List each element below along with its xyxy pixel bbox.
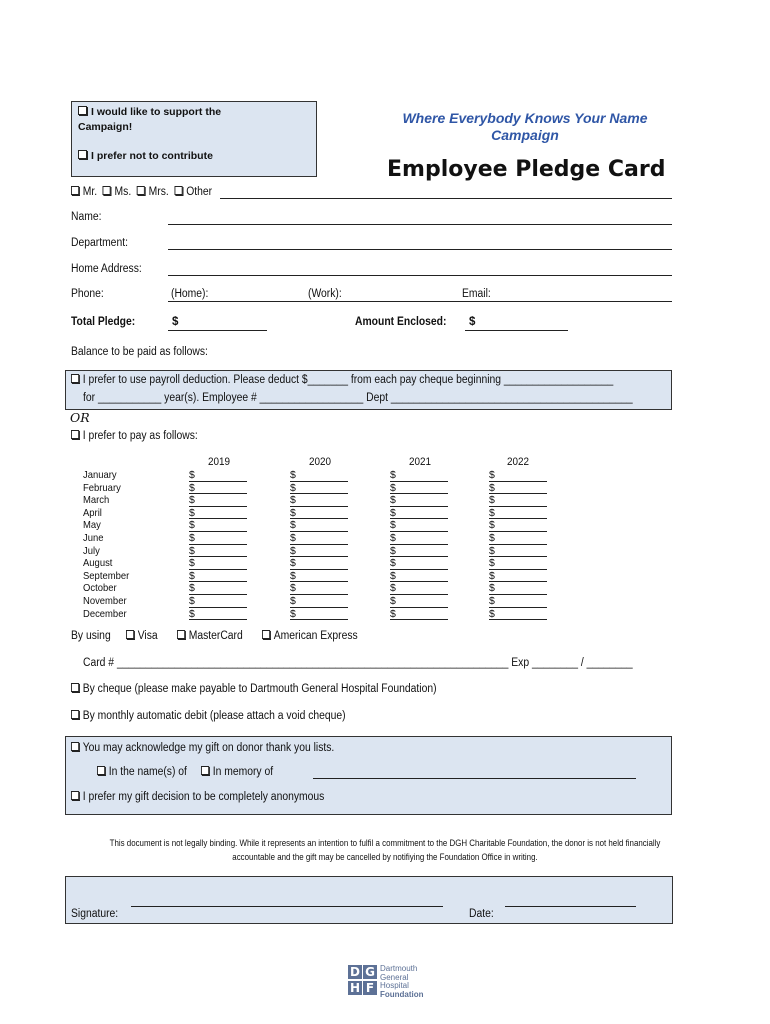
salutation-line[interactable]	[220, 198, 672, 199]
amount-field[interactable]: $	[489, 482, 547, 495]
amount-field[interactable]: $	[290, 494, 348, 507]
decline-option[interactable]	[78, 150, 213, 162]
amount-field[interactable]: $	[189, 519, 247, 532]
month-label: August	[83, 557, 113, 570]
support-option-label: I would like to support the Campaign!	[78, 106, 222, 133]
month-label: June	[83, 531, 104, 544]
donor-list-option[interactable]: You may acknowledge my gift on donor thank you lists.	[71, 742, 334, 754]
anonymous-option[interactable]: I prefer my gift decision to be completely anonymous	[71, 791, 324, 803]
amount-field[interactable]: $	[390, 519, 448, 532]
amount-field[interactable]: $	[290, 570, 348, 583]
other-checkbox[interactable]	[175, 186, 183, 195]
payroll-line2: for ___________ year(s). Employee # __________________ Dept __________________________________________	[83, 392, 633, 404]
amount-field[interactable]: $	[390, 482, 448, 495]
decline-option-label: I prefer not to contribute	[91, 150, 213, 162]
pay-as-follows-checkbox[interactable]	[71, 430, 79, 439]
campaign-title: Where Everybody Knows Your Name Campaign	[402, 110, 648, 143]
payroll-line1: I prefer to use payroll deduction. Please deduct $_______ from each pay cheque beginning ___________________	[82, 374, 614, 386]
month-label: November	[83, 594, 127, 607]
total-pledge-currency: $	[172, 316, 179, 328]
amount-field[interactable]: $	[390, 507, 448, 520]
amount-field[interactable]: $	[489, 532, 547, 545]
amount-field[interactable]: $	[390, 570, 448, 583]
amount-field[interactable]: $	[290, 482, 348, 495]
amount-field[interactable]: $	[189, 570, 247, 583]
amex-checkbox[interactable]	[262, 630, 270, 639]
amount-enclosed-field[interactable]	[465, 330, 568, 331]
amount-column-2019	[189, 469, 247, 620]
amount-enclosed-currency: $	[469, 316, 476, 328]
or-label: OR	[70, 410, 90, 425]
salutation-mrs[interactable]: Mrs.	[137, 186, 169, 198]
amount-field[interactable]: $	[489, 608, 547, 621]
amount-field[interactable]: $	[390, 557, 448, 570]
amount-field[interactable]: $	[390, 494, 448, 507]
debit-option[interactable]: By monthly automatic debit (please attach a void cheque)	[71, 710, 346, 722]
amount-field[interactable]: $	[189, 595, 247, 608]
phone-work-label: (Work):	[308, 288, 342, 300]
logo-letter-f: F	[363, 981, 377, 995]
month-label: May	[83, 519, 101, 532]
phone-home-label: (Home):	[171, 288, 209, 300]
month-label: September	[83, 569, 130, 582]
signature-box	[65, 876, 673, 924]
card-title: Employee Pledge Card	[387, 157, 666, 182]
amex-option[interactable]: American Express	[262, 630, 358, 642]
payroll-option[interactable]	[71, 374, 613, 386]
phone-label: Phone:	[71, 288, 104, 300]
pay-as-follows-option[interactable]	[71, 430, 198, 442]
amount-field[interactable]: $	[189, 482, 247, 495]
mastercard-option[interactable]: MasterCard	[177, 630, 243, 642]
decline-checkbox[interactable]	[78, 150, 87, 159]
in-memory-of-option[interactable]: In memory of	[201, 766, 273, 778]
amount-field[interactable]: $	[290, 595, 348, 608]
payroll-checkbox[interactable]	[71, 374, 79, 383]
logo-letter-d: D	[348, 965, 362, 979]
card-number-line[interactable]: Card # ____________________________________________________________________ Exp ________ / ________	[83, 657, 633, 669]
year-header-2020: 2020	[309, 456, 332, 468]
foundation-logo	[348, 965, 428, 997]
month-label: February	[83, 481, 121, 494]
mr-checkbox[interactable]	[71, 186, 79, 195]
donor-list-checkbox[interactable]	[71, 742, 79, 751]
visa-option[interactable]: Visa	[126, 630, 158, 642]
salutation-mr[interactable]: Mr.	[71, 186, 97, 198]
amount-field[interactable]: $	[290, 582, 348, 595]
cheque-checkbox[interactable]	[71, 683, 79, 692]
total-pledge-label: Total Pledge:	[71, 316, 136, 328]
mastercard-checkbox[interactable]	[177, 630, 185, 639]
logo-letter-h: H	[349, 981, 361, 995]
balance-label: Balance to be paid as follows:	[71, 346, 208, 358]
amount-field[interactable]: $	[489, 557, 547, 570]
amount-enclosed-label: Amount Enclosed:	[355, 316, 447, 328]
disclaimer-line2: accountable and the gift may be cancelled by notifiying the Foundation Office in writing.	[232, 852, 538, 862]
year-header-2019: 2019	[208, 456, 231, 468]
debit-checkbox[interactable]	[71, 710, 79, 719]
anonymous-checkbox[interactable]	[71, 791, 79, 800]
logo-letter-g: G	[363, 965, 377, 979]
visa-checkbox[interactable]	[126, 630, 134, 639]
amount-field[interactable]: $	[189, 507, 247, 520]
amount-field[interactable]: $	[290, 608, 348, 621]
amount-field[interactable]: $	[189, 469, 247, 482]
month-label: July	[83, 544, 100, 557]
signature-label: Signature:	[71, 908, 119, 920]
amount-column-2021	[390, 469, 448, 620]
amount-field[interactable]: $	[189, 557, 247, 570]
date-label: Date:	[469, 908, 494, 920]
amount-field[interactable]: $	[390, 469, 448, 482]
amount-field[interactable]: $	[489, 494, 547, 507]
signature-field[interactable]	[131, 906, 443, 907]
name-label: Name:	[71, 211, 102, 223]
amount-field[interactable]: $	[290, 519, 348, 532]
pay-as-follows-label: I prefer to pay as follows:	[82, 430, 198, 442]
amount-field[interactable]: $	[489, 519, 547, 532]
by-using-label: By using	[71, 630, 111, 642]
amount-field[interactable]: $	[489, 570, 547, 583]
amount-field[interactable]: $	[290, 469, 348, 482]
amount-field[interactable]: $	[390, 608, 448, 621]
amount-field[interactable]: $	[189, 608, 247, 621]
salutation-ms[interactable]: Ms.	[103, 186, 131, 198]
salutation-other[interactable]: Other	[175, 186, 213, 198]
amount-field[interactable]: $	[489, 582, 547, 595]
in-name-of-checkbox[interactable]	[97, 766, 105, 775]
disclaimer-line1: This document is not legally binding. While it represents an intention to fulfil a commitment to the DGH Charitable Foundation, the donor is not held financially	[109, 838, 661, 848]
amount-field[interactable]: $	[489, 595, 547, 608]
amount-field[interactable]: $	[290, 532, 348, 545]
year-header-2022: 2022	[507, 456, 530, 468]
month-label: January	[83, 469, 117, 481]
support-checkbox[interactable]	[78, 106, 87, 115]
year-header-2021: 2021	[409, 456, 432, 468]
department-field[interactable]	[168, 249, 672, 250]
support-option[interactable]	[78, 105, 253, 135]
cheque-option[interactable]: By cheque (please make payable to Dartmouth General Hospital Foundation)	[71, 683, 437, 695]
department-label: Department:	[71, 237, 128, 249]
home-address-label: Home Address:	[71, 263, 142, 275]
salutation-options	[71, 186, 212, 198]
amount-field[interactable]: $	[290, 545, 348, 558]
disclaimer	[46, 836, 724, 864]
amount-field[interactable]: $	[290, 557, 348, 570]
month-label: October	[83, 582, 117, 595]
mrs-checkbox[interactable]	[137, 186, 145, 195]
month-label: April	[83, 506, 102, 519]
amount-column-2022	[489, 469, 547, 620]
amount-field[interactable]: $	[189, 532, 247, 545]
amount-field[interactable]: $	[390, 595, 448, 608]
month-label: December	[83, 607, 127, 620]
in-memory-of-checkbox[interactable]	[201, 766, 209, 775]
amount-field[interactable]: $	[390, 545, 448, 558]
amount-field[interactable]: $	[189, 494, 247, 507]
amount-field[interactable]: $	[390, 532, 448, 545]
date-field[interactable]	[505, 906, 636, 907]
home-address-field[interactable]	[168, 275, 672, 276]
logo-text: Dartmouth General Hospital Foundation	[380, 964, 424, 999]
amount-field[interactable]: $	[189, 582, 247, 595]
amount-field[interactable]: $	[290, 507, 348, 520]
name-field[interactable]	[168, 224, 672, 225]
in-name-of-option[interactable]: In the name(s) of	[97, 766, 187, 778]
amount-field[interactable]: $	[489, 469, 547, 482]
ms-checkbox[interactable]	[103, 186, 111, 195]
month-list	[83, 469, 129, 620]
amount-field[interactable]: $	[189, 545, 247, 558]
amount-field[interactable]: $	[390, 582, 448, 595]
amount-field[interactable]: $	[489, 507, 547, 520]
amount-field[interactable]: $	[489, 545, 547, 558]
amount-column-2020	[290, 469, 348, 620]
phone-field[interactable]	[168, 301, 672, 302]
honoree-name-field[interactable]	[313, 778, 636, 779]
email-label: Email:	[462, 288, 491, 300]
total-pledge-field[interactable]	[168, 330, 267, 331]
month-label: March	[83, 494, 110, 507]
